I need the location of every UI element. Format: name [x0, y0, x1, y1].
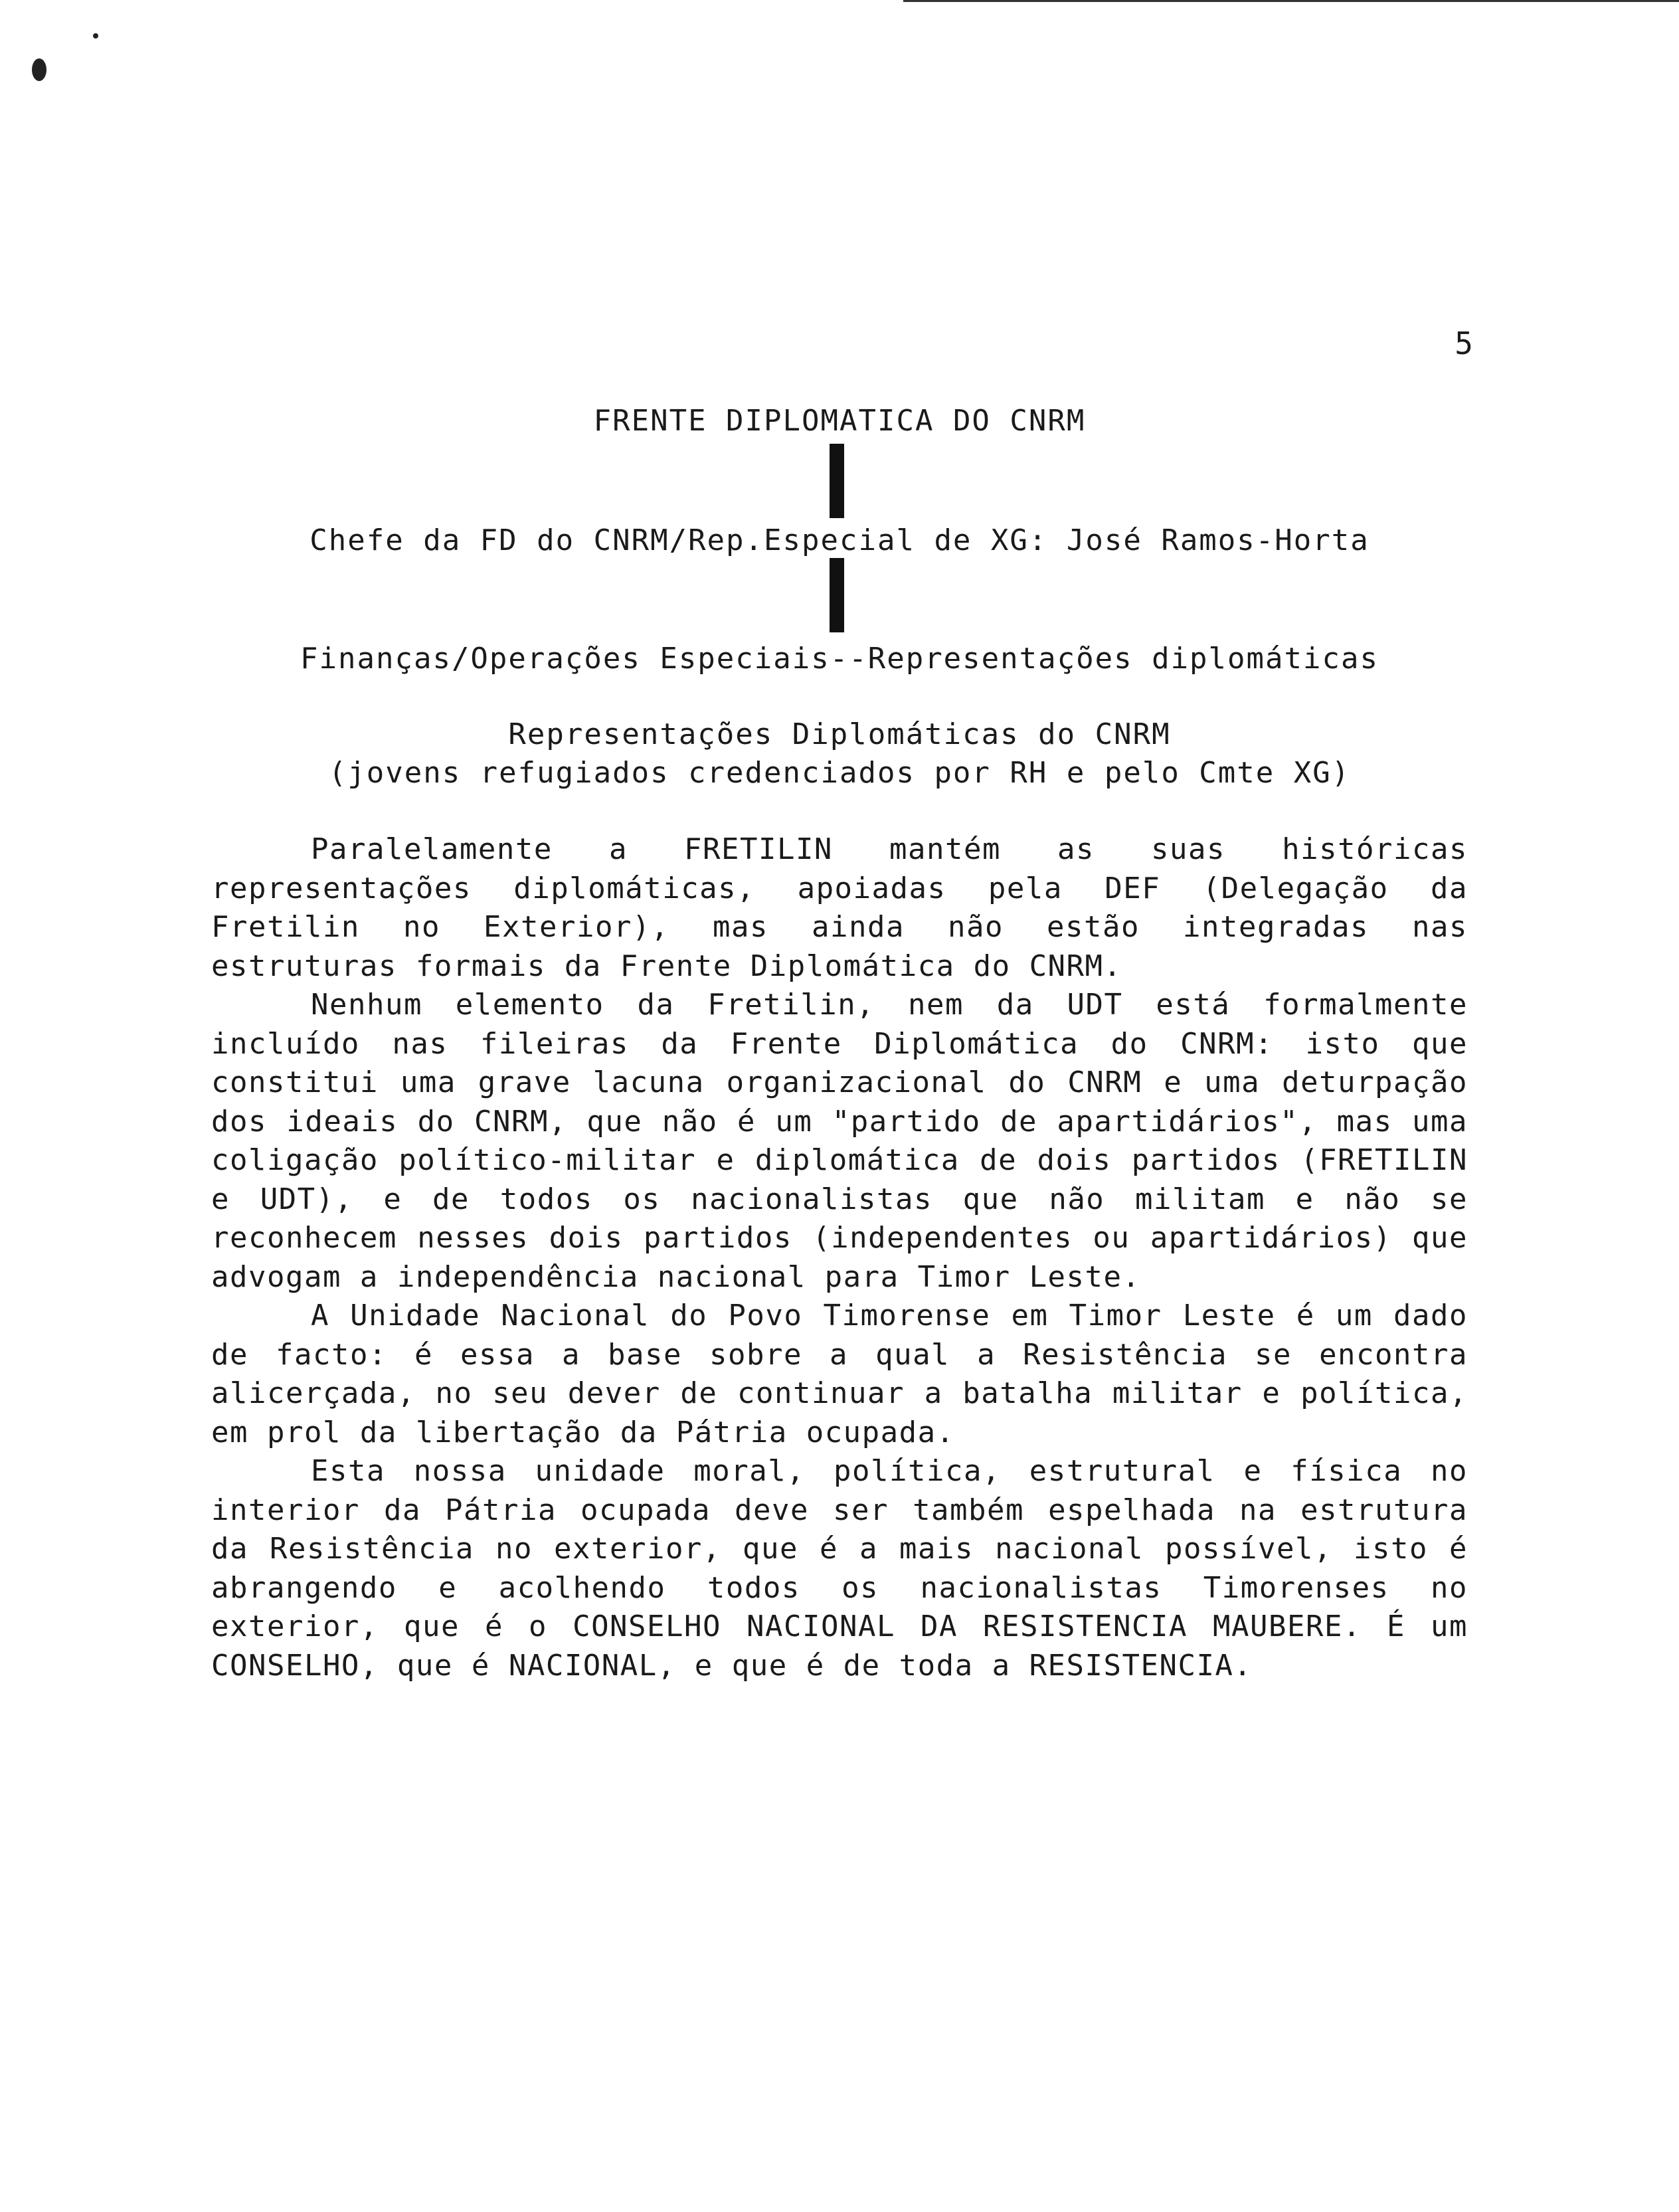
document-title: FRENTE DIPLOMATICA DO CNRM [593, 404, 1086, 438]
chief-line: Chefe da FD do CNRM/Rep.Especial de XG: José Ramos-Horta [309, 523, 1370, 557]
paragraph: A Unidade Nacional do Povo Timorense em Timor Leste é um dado de facto: é essa a base sobre a qual a Resistência se encontra alicerçada, no seu dever de continuar a batalha militar e política, em prol da libertação da Pátria ocupada. [211, 1299, 1468, 1449]
scan-speck [93, 33, 98, 39]
paragraph: Paralelamente a FRETILIN mantém as suas históricas representações diplomáticas, apoiadas pela DEF (Delegação da Fretilin no Exterior), mas ainda não estão integradas nas estruturas formais da Frente Diplomática do CNRM. [211, 832, 1468, 983]
scan-speck [32, 58, 46, 81]
paragraph: Esta nossa unidade moral, política, estrutural e física no interior da Pátria ocupada deve ser também espelhada na estrutura da Resistência no exterior, que é a mais nacional possível, isto é abrangendo e acolhendo todos os nacionalistas Timorenses no exterior, que é o CONSELHO NACIONAL DA RESISTENCIA MAUBERE. É um CONSELHO, que é NACIONAL, e que é de toda a RESISTENCIA. [211, 1454, 1468, 1683]
top-edge-rule [903, 0, 1679, 2]
sections-line: Finanças/Operações Especiais--Representações diplomáticas [300, 642, 1379, 676]
hierarchy-connector [830, 444, 844, 518]
paragraph: Nenhum elemento da Fretilin, nem da UDT está formalmente incluído nas fileiras da Frente Diplomática do CNRM: isto que constitui uma grave lacuna organizacional do CNRM e uma deturpação dos ideais do CNRM, que não é um "partido de apartidários", mas uma coligação político-militar e diplomática de dois partidos (FRETILIN e UDT), e de todos os nacionalistas que não militam e não se reconhecem nesses dois partidos (independentes ou apartidários) que advogam a independência nacional para Timor Leste. [211, 988, 1468, 1294]
hierarchy-connector [830, 558, 844, 632]
subtitle-note: (jovens refugiados credenciados por RH e pelo Cmte XG) [328, 756, 1351, 790]
subtitle: Representações Diplomáticas do CNRM [508, 717, 1171, 751]
body-text [211, 830, 1468, 1685]
page-number: 5 [1455, 325, 1473, 361]
